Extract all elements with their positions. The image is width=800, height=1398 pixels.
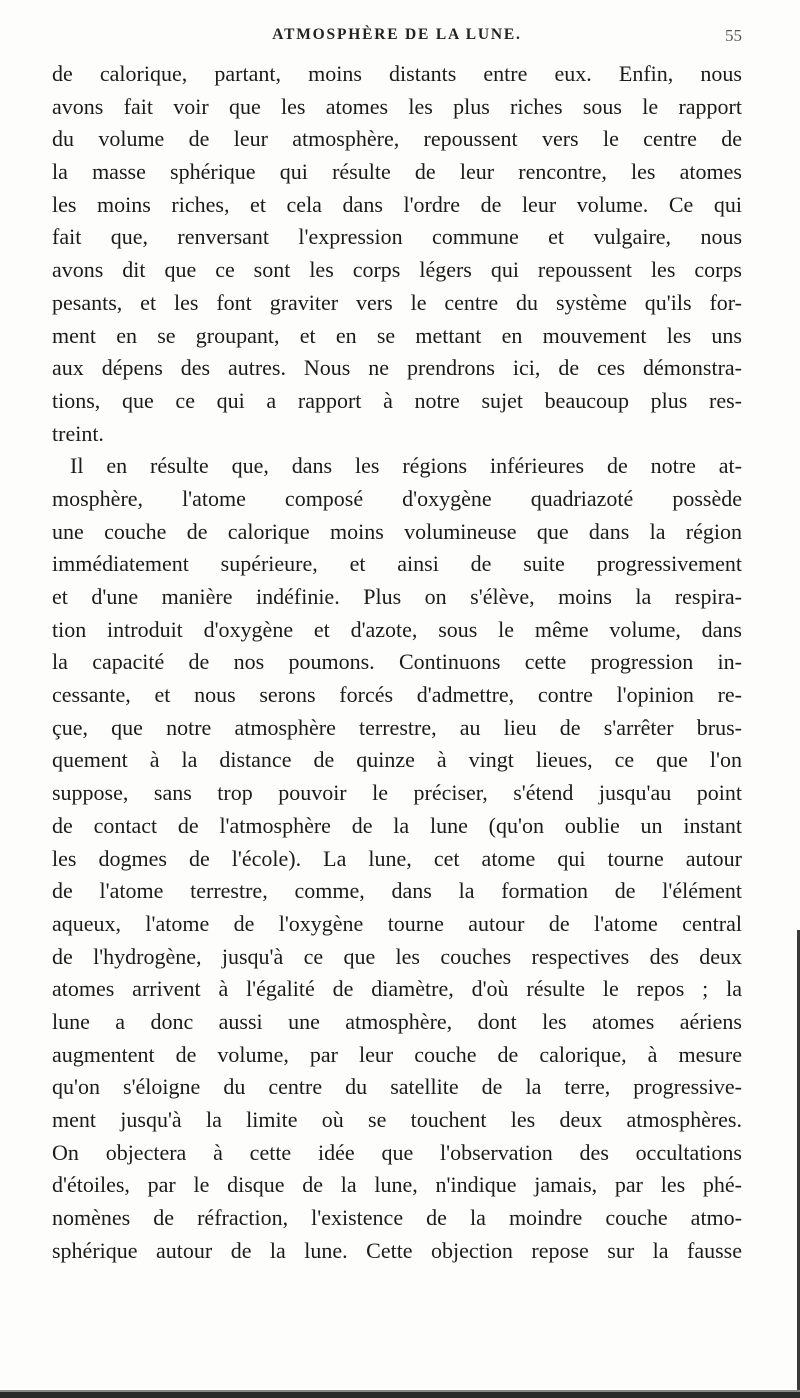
text-line: çue, que notre atmosphère terrestre, au lieu de s'arrêter brus- [52, 714, 742, 740]
paragraph-start-line: Il en résulte que, dans les régions inférieures de notre at- [70, 453, 742, 479]
text-line: les dogmes de l'école). La lune, cet atome qui tourne autour [52, 845, 742, 871]
text-line: les moins riches, et cela dans l'ordre de leur volume. Ce qui [52, 191, 742, 217]
text-line: suppose, sans trop pouvoir le préciser, s'étend jusqu'au point [52, 780, 742, 806]
text-line: immédiatement supérieure, et ainsi de suite progressivement [52, 551, 742, 577]
text-line: augmentent de volume, par leur couche de calorique, à mesure [52, 1041, 742, 1067]
text-line: de l'atome terrestre, comme, dans la formation de l'élément [52, 878, 742, 904]
text-line: de calorique, partant, moins distants entre eux. Enfin, nous [52, 61, 742, 86]
text-line: d'étoiles, par le disque de la lune, n'indique jamais, par les phé- [52, 1172, 742, 1198]
text-line: aqueux, l'atome de l'oxygène tourne autour de l'atome central [52, 910, 742, 936]
text-line: mosphère, l'atome composé d'oxygène quadriazoté possède [52, 485, 742, 511]
text-line: aux dépens des autres. Nous ne prendrons ici, de ces démonstra- [52, 355, 742, 381]
text-line: atomes arrivent à l'égalité de diamètre, d'où résulte le repos ; la [52, 976, 742, 1002]
page-number: 55 [725, 26, 742, 45]
paragraph-end-line: treint. [52, 420, 104, 446]
text-line: quement à la distance de quinze à vingt lieues, ce que l'on [52, 747, 742, 773]
text-line: qu'on s'éloigne du centre du satellite de la terre, progressive- [52, 1074, 742, 1100]
text-line: tion introduit d'oxygène et d'azote, sous le même volume, dans [52, 616, 742, 642]
text-line: de contact de l'atmosphère de la lune (qu'on oublie un instant [52, 812, 742, 838]
running-head [52, 26, 742, 50]
text-line: fait que, renversant l'expression commune et vulgaire, nous [52, 224, 742, 250]
text-line: sphérique autour de la lune. Cette objection repose sur la fausse [52, 1237, 742, 1263]
text-line: et d'une manière indéfinie. Plus on s'élève, moins la respira- [52, 584, 742, 609]
text-line: ment jusqu'à la limite où se touchent les deux atmosphères. [52, 1107, 742, 1132]
text-line: de l'hydrogène, jusqu'à ce que les couches respectives des deux [52, 943, 742, 969]
text-line: la masse sphérique qui résulte de leur rencontre, les atomes [52, 159, 742, 185]
scan-bottom-edge [0, 1392, 800, 1398]
text-line: tions, que ce qui a rapport à notre sujet beaucoup plus res- [52, 387, 742, 413]
text-line: cessante, et nous serons forcés d'admettre, contre l'opinion re- [52, 682, 742, 708]
body-text [52, 58, 742, 1267]
text-line: avons dit que ce sont les corps légers qui repoussent les corps [52, 257, 742, 283]
running-title: ATMOSPHÈRE DE LA LUNE. [272, 26, 522, 43]
text-line: nomènes de réfraction, l'existence de la moindre couche atmo- [52, 1205, 742, 1231]
text-line: la capacité de nos poumons. Continuons cette progression in- [52, 649, 742, 675]
text-line: du volume de leur atmosphère, repoussent vers le centre de [52, 126, 742, 152]
text-line: pesants, et les font graviter vers le centre du système qu'ils for- [52, 289, 742, 315]
text-line: une couche de calorique moins volumineuse que dans la région [52, 518, 742, 544]
text-line: avons fait voir que les atomes les plus riches sous le rapport [52, 93, 742, 119]
text-line: ment en se groupant, et en se mettant en mouvement les uns [52, 322, 742, 348]
text-line: lune a donc aussi une atmosphère, dont les atomes aériens [52, 1008, 742, 1034]
text-line: On objectera à cette idée que l'observation des occultations [52, 1139, 742, 1165]
